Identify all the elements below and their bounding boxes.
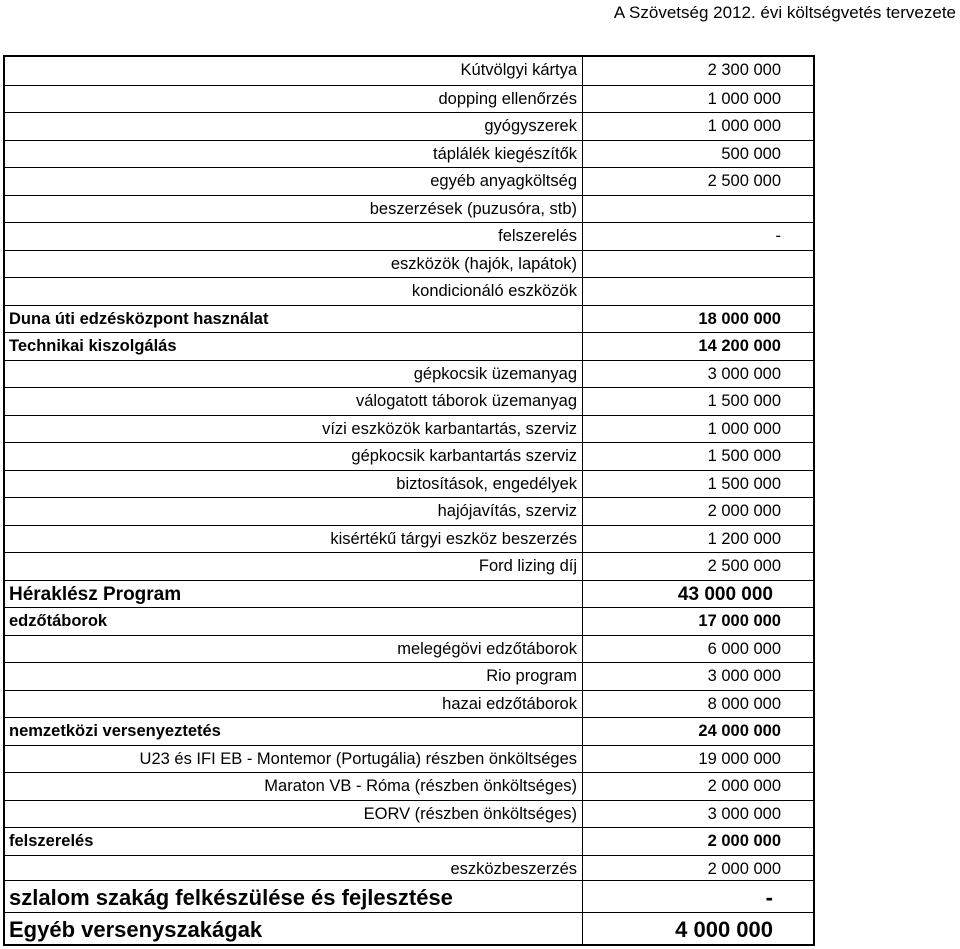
row-amount: 4 000 000: [675, 917, 773, 942]
row-label: beszerzések (puzusóra, stb): [369, 199, 577, 218]
table-row: [5, 57, 813, 85]
row-label: táplálék kiegészítők: [433, 144, 577, 163]
row-label: EORV (részben önköltséges): [363, 804, 577, 823]
row-label: Maraton VB - Róma (részben önköltséges): [264, 777, 577, 795]
table-row: [5, 222, 813, 250]
table-row: [5, 112, 813, 140]
table-row: [5, 690, 813, 718]
table-row: [5, 662, 813, 690]
row-amount: 500 000: [721, 144, 781, 163]
row-label: kondicionáló eszközök: [411, 282, 577, 300]
row-label: hajójavítás, szerviz: [437, 502, 577, 520]
table-row: [5, 635, 813, 663]
table-row: [5, 525, 813, 553]
row-label: eszközök (hajók, lapátok): [390, 254, 577, 273]
row-label: Egyéb versenyszakágak: [9, 917, 263, 942]
table-row: [5, 360, 813, 388]
table-row-section: [5, 580, 813, 608]
row-amount: 1 500 000: [707, 392, 781, 410]
row-amount: 2 000 000: [707, 502, 781, 520]
table-row: [5, 195, 813, 223]
table-row: [5, 800, 813, 828]
row-label: egyéb anyagköltség: [430, 172, 577, 190]
table-row-section: [5, 827, 813, 855]
row-label: szlalom szakág felkészülése és fejlesztése: [9, 885, 453, 910]
row-label: melegégövi edzőtáborok: [397, 639, 577, 658]
row-amount: 2 500 000: [707, 172, 781, 190]
row-label: Duna úti edzésközpont használat: [9, 309, 269, 328]
row-label: dopping ellenőrzés: [438, 89, 577, 108]
budget-table: [3, 55, 815, 946]
row-amount: 3 000 000: [707, 667, 781, 685]
row-amount: 1 000 000: [707, 117, 781, 135]
table-row: [5, 552, 813, 580]
row-label: felszerelés: [9, 832, 94, 850]
row-label: válogatott táborok üzemanyag: [355, 392, 577, 410]
table-row: [5, 772, 813, 800]
row-amount: 8 000 000: [707, 694, 781, 713]
row-amount: 6 000 000: [707, 639, 781, 658]
row-label: gépkocsik karbantartás szerviz: [351, 447, 577, 465]
table-row-total: [5, 880, 813, 914]
row-amount: 3 000 000: [707, 804, 781, 823]
row-amount: 17 000 000: [698, 612, 781, 630]
table-row-total: [5, 912, 813, 946]
row-amount: 2 000 000: [707, 859, 781, 878]
row-label: nemzetközi versenyeztetés: [9, 722, 221, 740]
row-label: Kútvölgyi kártya: [460, 61, 577, 79]
table-row: [5, 85, 813, 113]
row-amount: 2 500 000: [707, 557, 781, 575]
row-amount: 24 000 000: [698, 722, 781, 740]
table-row: [5, 470, 813, 498]
row-amount: 43 000 000: [677, 583, 773, 605]
row-label: edzőtáborok: [9, 612, 108, 630]
table-row: [5, 442, 813, 470]
row-amount: 1 500 000: [707, 447, 781, 465]
row-amount: 2 000 000: [707, 777, 781, 795]
row-label: Héraklész Program: [9, 583, 182, 605]
table-row-section: [5, 717, 813, 745]
table-row: [5, 387, 813, 415]
row-amount: 1 000 000: [707, 419, 781, 438]
row-amount: 18 000 000: [698, 309, 781, 328]
row-label: eszközbeszerzés: [450, 859, 577, 878]
row-label: gyógyszerek: [484, 117, 577, 135]
row-amount: 2 300 000: [707, 61, 781, 79]
row-label: Rio program: [486, 667, 577, 685]
row-label: Ford lizing díj: [478, 557, 577, 575]
document-title: A Szövetség 2012. évi költségvetés tervezete: [613, 3, 956, 22]
row-amount: 19 000 000: [698, 749, 781, 768]
row-amount: 2 000 000: [707, 832, 781, 850]
row-label: U23 és IFI EB - Montemor (Portugália) részben önköltséges: [139, 749, 577, 768]
row-label: Technikai kiszolgálás: [9, 337, 177, 355]
table-row: [5, 745, 813, 773]
table-row: [5, 277, 813, 305]
row-amount: 3 000 000: [707, 364, 781, 383]
table-row: [5, 855, 813, 883]
row-label: hazai edzőtáborok: [442, 694, 577, 713]
row-amount: -: [765, 885, 773, 910]
row-amount: 14 200 000: [698, 337, 781, 355]
row-label: gépkocsik üzemanyag: [413, 364, 577, 383]
row-label: kisértékű tárgyi eszköz beszerzés: [330, 529, 577, 548]
table-row: [5, 140, 813, 168]
row-label: vízi eszközök karbantartás, szerviz: [322, 419, 577, 438]
table-row-section: [5, 332, 813, 360]
row-label: felszerelés: [498, 227, 577, 245]
row-amount: 1 200 000: [707, 529, 781, 548]
row-amount: -: [775, 227, 781, 245]
row-amount: 1 000 000: [707, 89, 781, 108]
table-row: [5, 497, 813, 525]
table-row-section: [5, 305, 813, 333]
row-label: biztosítások, engedélyek: [396, 474, 577, 493]
table-row: [5, 415, 813, 443]
table-row: [5, 167, 813, 195]
table-row-section: [5, 607, 813, 635]
row-amount: 1 500 000: [707, 474, 781, 493]
table-row: [5, 250, 813, 278]
